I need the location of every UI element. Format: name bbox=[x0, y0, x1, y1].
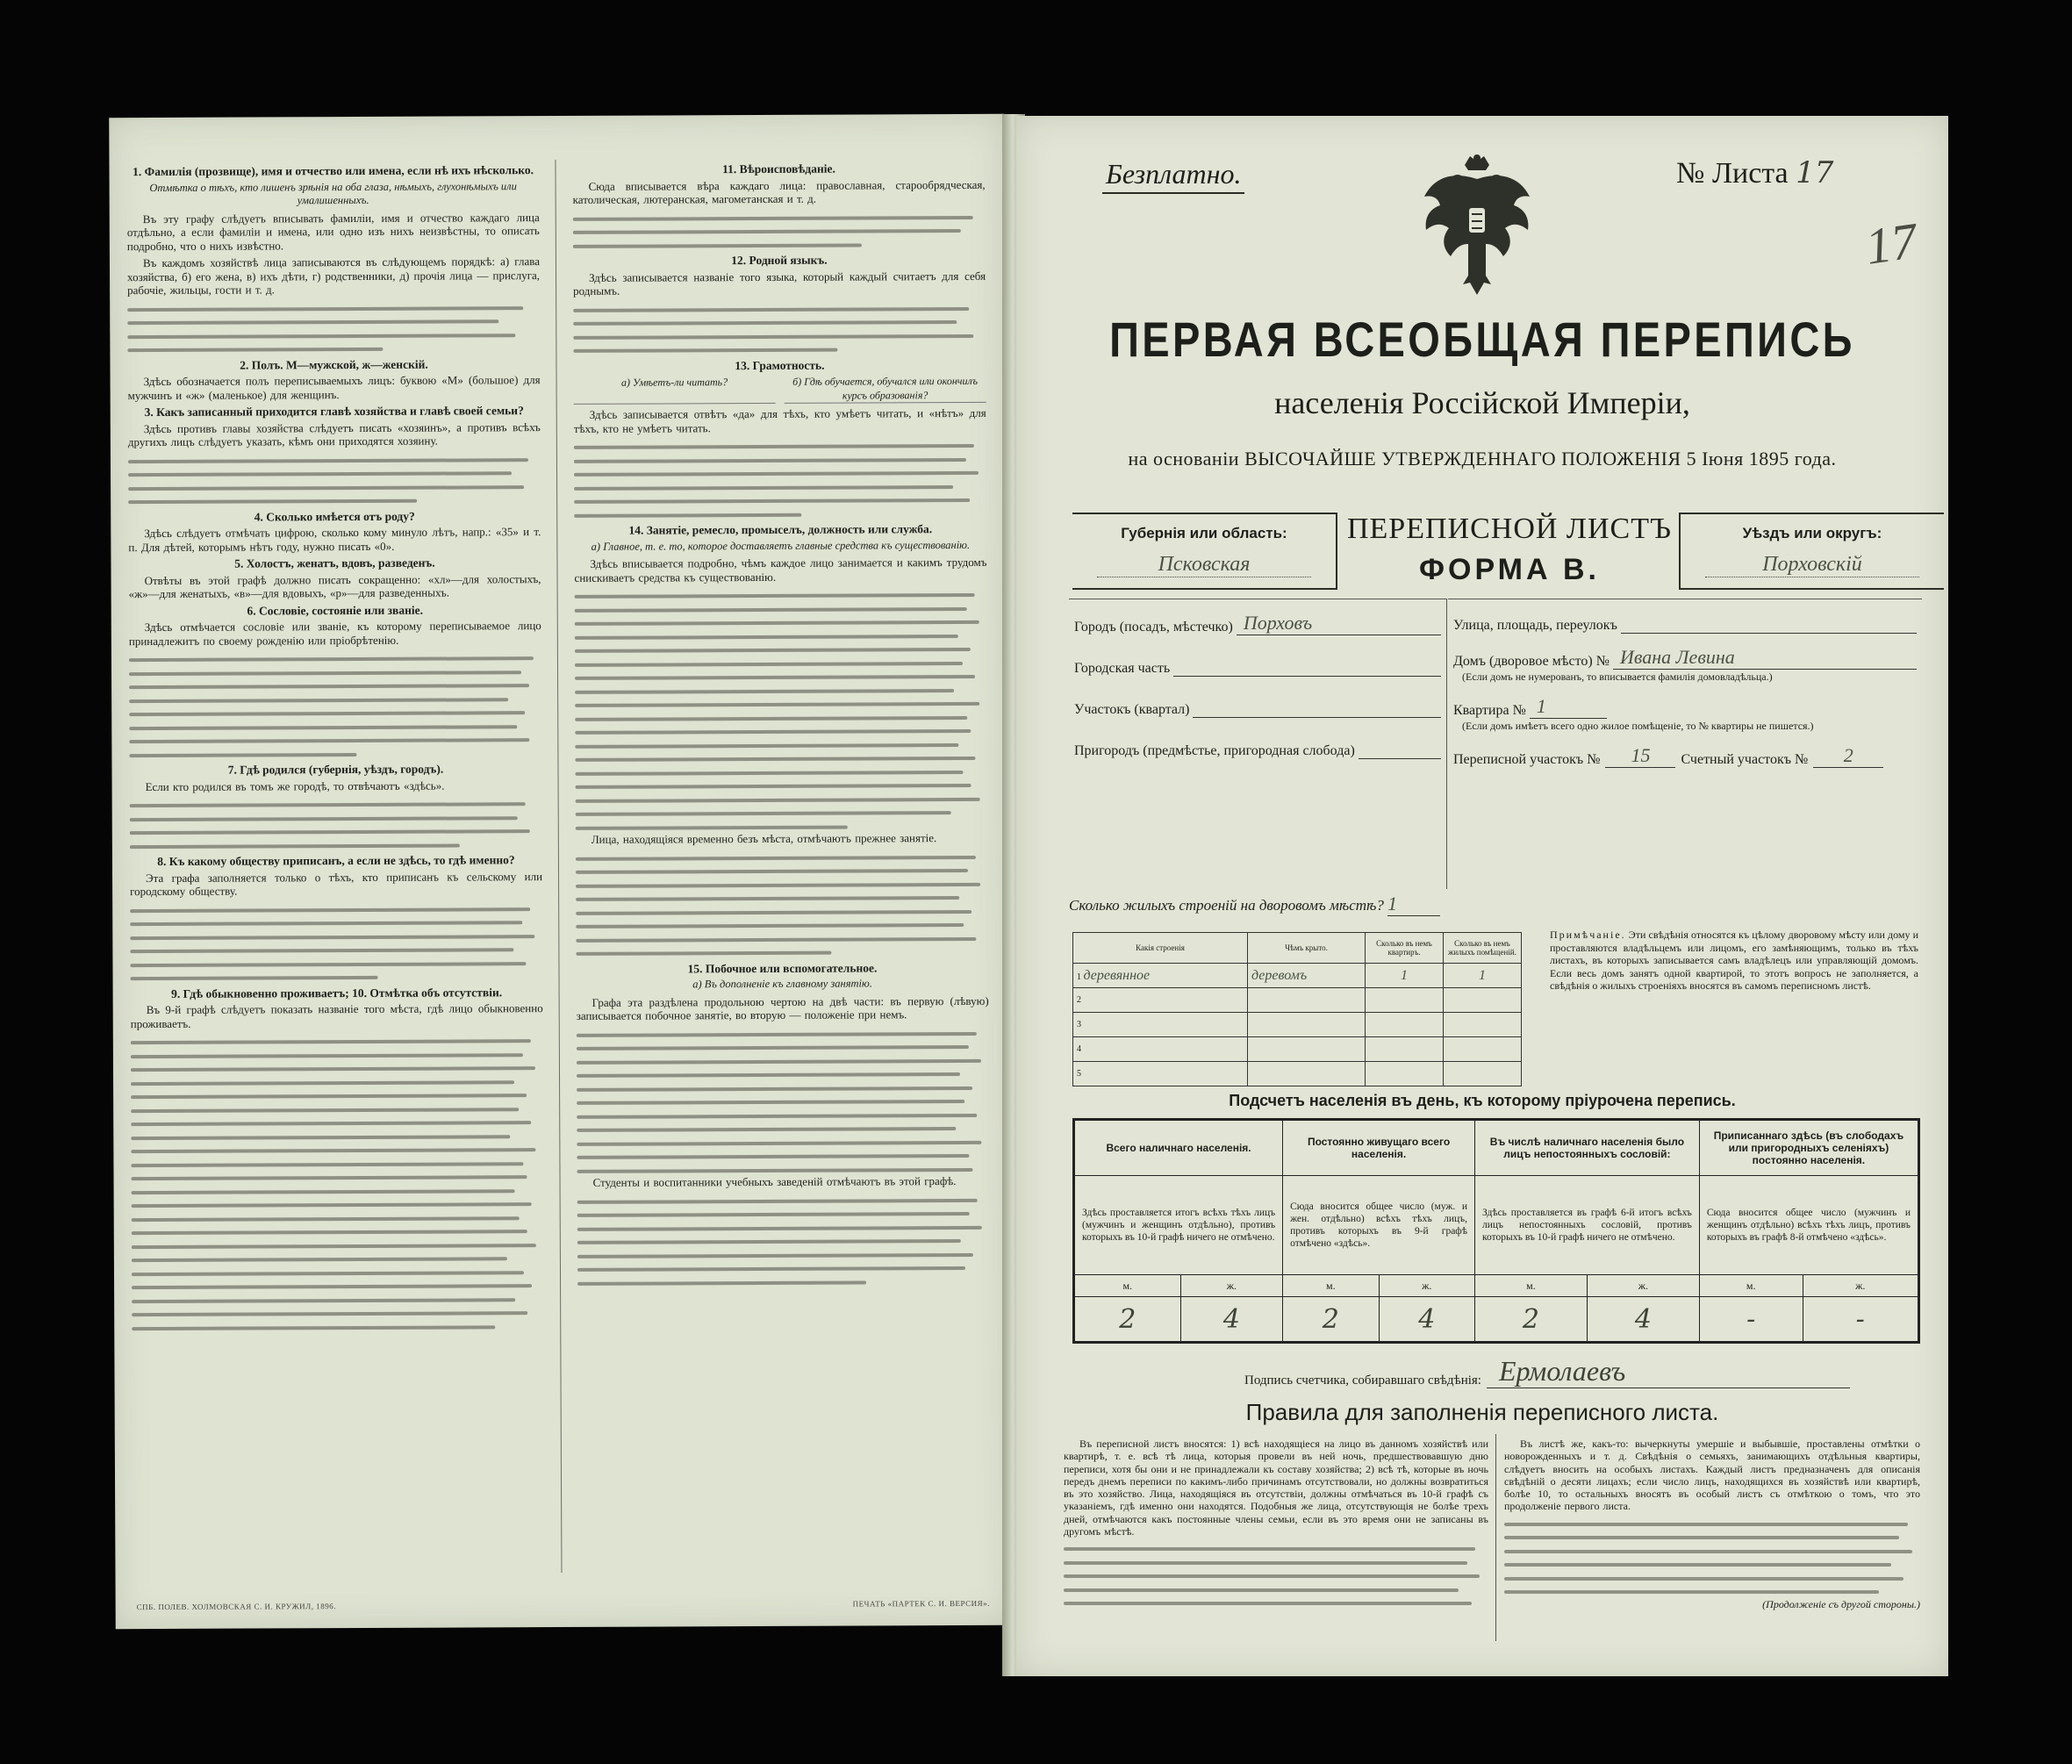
count-value[interactable]: - bbox=[1699, 1297, 1803, 1343]
illegible-line bbox=[130, 836, 542, 852]
illegible-line bbox=[129, 745, 541, 761]
illegible-line bbox=[1064, 1595, 1488, 1610]
address-block-left bbox=[1069, 599, 1447, 889]
enumerator-signature bbox=[1244, 1355, 1850, 1388]
count-desc: Здѣсь проставляется итогъ всѣхъ тѣхъ лицъ (мужчинъ и женщинъ отдѣльно), противъ которыхъ въ 10-й графѣ ничего не отмѣчено. bbox=[1074, 1176, 1283, 1275]
count-value[interactable]: 2 bbox=[1475, 1297, 1588, 1343]
signature-label: Подпись счетчика, собиравшаго свѣдѣнія: bbox=[1244, 1373, 1481, 1388]
illegible-line bbox=[1504, 1557, 1920, 1571]
female-col-label: ж. bbox=[1180, 1275, 1282, 1297]
paragraph: Въ переписной листъ вносятся: 1) всѣ находящіеся на лицо въ данномъ хозяйствѣ или квартирѣ, т. е. всѣ тѣ лица, которыя провели въ ней ночь, предшествовавшую дню переписи, хотя бы они и не принадлежали къ составу хозяйства; 2) всѣ тѣ, которые въ ночь передъ днемъ переписи по какимъ-либо причинамъ отсутствовали, но должны возвратиться въ это хозяйство. Лица, находящіяся въ отсутствіи, должны отмѣчаться въ 10-й графѣ съ указаніемъ, гдѣ именно они находятся. Подобныя же лица, отсутствующія не болѣе трехъ дней, отмѣчаются какъ постоянные члены семьи, если въ это время они не записаны въ другомъ мѣстѣ. bbox=[1064, 1438, 1488, 1538]
table-cell[interactable] bbox=[1248, 988, 1366, 1013]
paragraph: Здѣсь записывается названіе того языка, который каждый считаетъ для себя роднымъ. bbox=[573, 269, 986, 298]
district-label: Уѣздъ или округъ: bbox=[1742, 525, 1882, 541]
city-part-label: Городская часть bbox=[1074, 661, 1171, 676]
governorate-box bbox=[1072, 513, 1337, 590]
illegible-line bbox=[573, 313, 986, 329]
male-col-label: м. bbox=[1699, 1275, 1803, 1297]
rules-column-1 bbox=[1064, 1438, 1488, 1610]
street-label: Улица, площадь, переулокъ bbox=[1453, 618, 1617, 633]
female-col-label: ж. bbox=[1379, 1275, 1474, 1297]
section-subheading: а) Главное, т. е. то, которое доставляетъ главные средства къ существованію. bbox=[591, 538, 971, 553]
column-rule bbox=[1495, 1434, 1496, 1641]
illegible-line bbox=[1064, 1582, 1488, 1596]
paragraph: Въ каждомъ хозяйствѣ лица записываются въ слѣдующемъ порядкѣ: а) глава хозяйства, б) его жена, в) ихъ дѣти, г) родственники, д) прочія лица — прислуга, рабочіе, жильцы, гости и т. д. bbox=[127, 255, 541, 298]
table-cell[interactable] bbox=[1444, 988, 1522, 1013]
section-heading: 5. Холостъ, женатъ, вдовъ, разведенъ. bbox=[234, 556, 435, 570]
paragraph: Студенты и воспитанники учебныхъ заведеній отмѣчаютъ въ этой графѣ. bbox=[592, 1174, 957, 1189]
illegible-line bbox=[132, 1223, 544, 1238]
uchastok-label: Участокъ (квартал) bbox=[1074, 702, 1190, 717]
rules-title: Правила для заполненія переписного листа. bbox=[1245, 1399, 1719, 1425]
buildings-question bbox=[1069, 893, 1440, 916]
right-page bbox=[1016, 116, 1948, 1676]
illegible-line bbox=[129, 704, 541, 720]
illegible-line bbox=[1504, 1571, 1920, 1585]
illegible-line bbox=[129, 677, 541, 692]
prigorod-label: Пригородъ (предмѣстье, пригородная слобода) bbox=[1074, 743, 1355, 758]
table-cell[interactable] bbox=[1073, 1037, 1248, 1062]
illegible-line bbox=[129, 649, 541, 665]
table-row bbox=[1074, 1176, 1919, 1275]
illegible-line bbox=[131, 1059, 543, 1075]
illegible-line bbox=[575, 695, 987, 711]
buildings-table bbox=[1072, 932, 1522, 1086]
table-cell[interactable] bbox=[1073, 964, 1248, 988]
paragraph: Въ 9-й графѣ слѣдуетъ показать названіе того мѣста, гдѣ лицо обыкновенно проживаетъ. bbox=[130, 1001, 543, 1030]
note-text: Эти свѣдѣнія относятся къ цѣлому дворовому мѣсту или дому и проставляются владѣльцемъ или лицомъ, его замѣняющимъ, только въ тѣхъ листахъ, въ которыхъ записывается самъ владѣлецъ или управляющій домомъ. Если весь домъ занятъ одной квартирой, то этотъ вопросъ не заполняется, а свѣдѣнія о жилыхъ строеніяхъ вносятся въ самомъ переписномъ листѣ. bbox=[1550, 929, 1919, 992]
illegible-line bbox=[132, 1195, 544, 1211]
paragraph: Если кто родился въ томъ же городѣ, то отвѣчаютъ «здѣсь». bbox=[145, 778, 445, 793]
illegible-line bbox=[576, 862, 988, 878]
instructions-column-2 bbox=[572, 158, 990, 1288]
section-heading: 14. Занятіе, ремесло, промыселъ, должность или служба. bbox=[628, 522, 933, 537]
row-number: 1 bbox=[1077, 972, 1081, 982]
illegible-line bbox=[574, 464, 986, 480]
illegible-line bbox=[131, 1032, 543, 1048]
section-heading: 1. Фамилія (прозвище), имя и отчество или имена, если нѣ ихъ нѣсколько. bbox=[133, 163, 534, 179]
count-desc: Сюда вносится общее число (мужчинъ и женщинъ отдѣльно) всѣхъ тѣхъ лицъ, противъ которыхъ въ графѣ 8-й отмѣчено «здѣсь». bbox=[1699, 1176, 1918, 1275]
perep-field[interactable]: 15 bbox=[1605, 744, 1675, 768]
street-row bbox=[1453, 612, 1917, 634]
illegible-line bbox=[576, 889, 988, 905]
district-field[interactable]: Порховскій bbox=[1705, 553, 1919, 577]
illegible-line bbox=[575, 641, 987, 656]
table-row bbox=[1074, 1297, 1919, 1343]
illegible-line bbox=[131, 1141, 543, 1157]
printer-footer: ПЕЧАТЬ «ПАРТЕК С. И. ВЕРСИЯ». bbox=[852, 1598, 990, 1609]
illegible-line bbox=[1064, 1555, 1488, 1569]
table-cell[interactable] bbox=[1248, 1013, 1366, 1037]
column-rule bbox=[555, 160, 562, 1573]
illegible-line bbox=[128, 478, 541, 494]
city-part-field[interactable] bbox=[1173, 655, 1441, 677]
illegible-line bbox=[575, 586, 987, 602]
count-col-permanent: Постоянно живущаго всего населенія. bbox=[1283, 1120, 1475, 1176]
table-cell[interactable] bbox=[1366, 988, 1444, 1013]
illegible-line bbox=[128, 464, 541, 480]
illegible-line bbox=[575, 613, 987, 629]
handwritten-margin-number: 17 bbox=[1861, 212, 1921, 276]
row-number: 3 bbox=[1077, 1020, 1081, 1029]
illegible-line bbox=[574, 491, 986, 507]
buildings-col-kind: Какія строенія bbox=[1073, 933, 1248, 964]
double-headed-eagle-emblem-icon bbox=[1416, 153, 1538, 302]
illegible-line bbox=[1064, 1568, 1488, 1582]
section-heading: 3. Какъ записанный приходится главѣ хозяйства и главѣ своей семьи? bbox=[144, 404, 524, 419]
illegible-line bbox=[132, 1277, 544, 1293]
section-heading: 2. Полъ. М—мужской, ж—женскій. bbox=[240, 357, 428, 372]
printer-footer: СПБ. ПОЛЕВ. ХОЛМОВСКАЯ С. И. КРУЖИЛ, 1896. bbox=[136, 1602, 337, 1612]
flat-row bbox=[1453, 695, 1917, 719]
illegible-line bbox=[573, 326, 986, 342]
count-value[interactable]: - bbox=[1803, 1297, 1919, 1343]
paragraph: Эта графа заполняется только о тѣхъ, кто приписанъ къ сельскому или городскому обществу. bbox=[130, 869, 543, 899]
section-subheading: а) Въ дополненіе къ главному занятію. bbox=[692, 977, 872, 991]
illegible-line bbox=[1504, 1517, 1920, 1531]
rules-column-2 bbox=[1504, 1438, 1920, 1610]
illegible-line bbox=[1064, 1541, 1488, 1555]
building-roof[interactable]: деревомъ bbox=[1248, 964, 1366, 988]
table-cell[interactable] bbox=[1444, 1013, 1522, 1037]
illegible-line bbox=[130, 941, 542, 957]
count-desc: Сюда вносится общее число (муж. и жен. отдѣльно) всѣхъ тѣхъ лицъ, противъ которыхъ въ 9-й графѣ отмѣчено «здѣсь». bbox=[1283, 1176, 1475, 1275]
row-number: 2 bbox=[1077, 995, 1081, 1005]
section-heading: 15. Побочное или вспомогательное. bbox=[687, 960, 878, 975]
illegible-line bbox=[132, 1304, 544, 1320]
paragraph: Здѣсь вписывается подробно, чѣмъ каждое лицо занимается и какимъ трудомъ снискиваетъ средства къ существованію. bbox=[574, 555, 987, 584]
section-heading: 13. Грамотность. bbox=[735, 358, 825, 372]
buildings-col-roof: Чѣмъ крыто. bbox=[1248, 933, 1366, 964]
male-col-label: м. bbox=[1283, 1275, 1379, 1297]
illegible-line bbox=[130, 822, 542, 838]
illegible-line bbox=[575, 749, 987, 765]
illegible-line bbox=[573, 235, 986, 251]
city-part-row bbox=[1074, 655, 1441, 677]
illegible-line bbox=[132, 1318, 544, 1334]
illegible-line bbox=[574, 437, 986, 453]
perep-label: Переписной участокъ № bbox=[1453, 752, 1601, 767]
flat-field[interactable]: 1 bbox=[1530, 695, 1607, 719]
illegible-line bbox=[576, 804, 988, 820]
governorate-field[interactable]: Псковская bbox=[1097, 553, 1311, 577]
table-row bbox=[1073, 964, 1522, 988]
female-col-label: ж. bbox=[1587, 1275, 1699, 1297]
paragraph: Лица, находящіяся временно безъ мѣста, отмѣчаютъ прежнее занятіе. bbox=[591, 831, 937, 846]
buildings-note bbox=[1550, 929, 1918, 993]
flat-label: Квартира № bbox=[1453, 703, 1526, 718]
illegible-line bbox=[575, 722, 987, 738]
male-col-label: м. bbox=[1074, 1275, 1181, 1297]
table-cell[interactable] bbox=[1073, 988, 1248, 1013]
schet-field[interactable]: 2 bbox=[1813, 744, 1883, 768]
literacy-sub-a: а) Умѣетъ-ли читать? bbox=[574, 376, 776, 405]
illegible-line bbox=[128, 491, 541, 507]
count-col-nonpermanent: Въ числѣ наличнаго населенія было лицъ непостоянныхъ сословій: bbox=[1475, 1120, 1700, 1176]
male-col-label: м. bbox=[1475, 1275, 1588, 1297]
illegible-line bbox=[131, 1114, 543, 1129]
table-cell[interactable] bbox=[1248, 1037, 1366, 1062]
table-row bbox=[1073, 1037, 1522, 1062]
flat-note: (Если домъ имѣетъ всего одно жилое помѣщеніе, то № квартиры не пишется.) bbox=[1462, 720, 1814, 732]
illegible-line bbox=[1504, 1530, 1920, 1544]
left-page bbox=[109, 114, 1011, 1629]
buildings-field[interactable]: 1 bbox=[1387, 893, 1440, 916]
count-col-registered: Приписаннаго здѣсь (въ слободахъ или пригородныхъ селеніяхъ) постоянно населенія. bbox=[1699, 1120, 1918, 1176]
street-field[interactable] bbox=[1621, 612, 1917, 634]
paragraph: Здѣсь слѣдуетъ отмѣчать цифрою, сколько кому минуло лѣтъ, напр.: «35» и т. п. Для дѣтей, которымъ нѣтъ году, нужно писать «0». bbox=[128, 525, 541, 554]
section-heading: 9. Гдѣ обыкновенно проживаетъ; 10. Отмѣтка объ отсутствіи. bbox=[171, 985, 503, 1000]
table-row bbox=[1073, 988, 1522, 1013]
instructions-column-1 bbox=[126, 160, 544, 1333]
count-value[interactable]: 2 bbox=[1283, 1297, 1379, 1343]
free-label: Безплатно. bbox=[1102, 158, 1244, 194]
table-cell[interactable] bbox=[1444, 1037, 1522, 1062]
table-cell[interactable] bbox=[1366, 1062, 1444, 1086]
prigorod-field[interactable] bbox=[1359, 737, 1441, 759]
illegible-line bbox=[573, 341, 986, 356]
count-desc: Здѣсь проставляется въ графѣ 6-й итогъ всѣхъ лицъ непостоянныхъ сословій, противъ которыхъ въ 10-й графѣ ничего не отмѣчено. bbox=[1475, 1176, 1700, 1275]
illegible-line bbox=[127, 326, 540, 342]
governorate-label: Губернія или область: bbox=[1121, 525, 1287, 541]
paragraph: Здѣсь обозначается полъ переписываемыхъ лицъ: буквою «М» (большое) для мужчинъ и «ж» (маленькое) для женщинъ. bbox=[127, 373, 541, 402]
section-heading: 12. Родной языкъ. bbox=[731, 253, 828, 268]
population-count-table bbox=[1072, 1118, 1920, 1344]
district-box bbox=[1679, 513, 1944, 590]
buildings-col-flats: Сколько въ немъ квартиръ. bbox=[1366, 933, 1444, 964]
sheet-number-label: № Листа bbox=[1676, 157, 1789, 190]
buildings-label: Сколько жилыхъ строеній на дворовомъ мѣстѣ? bbox=[1069, 897, 1384, 914]
city-field[interactable]: Порховъ bbox=[1237, 612, 1441, 635]
illegible-line bbox=[1504, 1544, 1920, 1558]
paragraph: Здѣсь противъ главы хозяйства слѣдуетъ писать «хозяинъ», а противъ всѣхъ другихъ лицъ слѣдуетъ указать, кѣмъ они приходятся хозяину. bbox=[127, 419, 541, 449]
count-value[interactable]: 4 bbox=[1180, 1297, 1282, 1343]
illegible-line bbox=[577, 1093, 989, 1108]
uchastok-field[interactable] bbox=[1193, 696, 1441, 718]
table-cell[interactable] bbox=[1073, 1013, 1248, 1037]
illegible-line bbox=[576, 916, 988, 932]
house-note: (Если домъ не нумерованъ, то вписывается фамилія домовладѣльца.) bbox=[1462, 670, 1773, 683]
sheet-number-value: 17 bbox=[1796, 155, 1834, 190]
note-label: Примѣчаніе. bbox=[1550, 929, 1626, 941]
illegible-line bbox=[577, 1259, 990, 1275]
table-row bbox=[1073, 1013, 1522, 1037]
section-heading: 4. Сколько имѣется отъ роду? bbox=[254, 509, 415, 524]
illegible-line bbox=[577, 1273, 990, 1288]
section-heading: 6. Сословіе, состояніе или званіе. bbox=[247, 603, 423, 618]
literacy-sub-b: б) Гдѣ обучается, обучался или окончилъ курсъ образованія? bbox=[785, 375, 986, 404]
paragraph: Графа эта раздѣлена продольною чертою на двѣ части: въ первую (лѣвую) записывается побочное занятіе, во вторую — положеніе при немъ. bbox=[576, 993, 989, 1022]
table-cell[interactable] bbox=[1366, 1037, 1444, 1062]
schet-label: Счетный участокъ № bbox=[1681, 752, 1809, 767]
census-subtitle: населенія Россійской Имперіи, bbox=[1274, 385, 1690, 420]
illegible-line bbox=[127, 312, 540, 328]
illegible-line bbox=[130, 968, 542, 984]
count-value[interactable]: 2 bbox=[1074, 1297, 1181, 1343]
illegible-line bbox=[132, 1250, 544, 1266]
literacy-subheadings bbox=[574, 375, 986, 405]
census-decree-line: на основаніи ВЫСОЧАЙШЕ УТВЕРЖДЕННАГО ПОЛОЖЕНІЯ 5 Іюня 1895 года. bbox=[1128, 448, 1837, 470]
row-number: 5 bbox=[1077, 1069, 1081, 1079]
illegible-line bbox=[576, 943, 988, 959]
illegible-line bbox=[577, 1205, 990, 1221]
census-district-row bbox=[1453, 744, 1917, 768]
signature-field[interactable]: Ермолаевъ bbox=[1487, 1355, 1850, 1388]
illegible-line bbox=[577, 1065, 989, 1081]
population-count-title: Подсчетъ населенія въ день, къ которому пріурочена перепись. bbox=[1229, 1092, 1736, 1109]
illegible-line bbox=[577, 1120, 989, 1136]
illegible-line bbox=[131, 1168, 543, 1184]
census-title: ПЕРВАЯ ВСЕОБЩАЯ ПЕРЕПИСЬ bbox=[1109, 312, 1855, 367]
section-heading: 8. Къ какому обществу приписанъ, а если не здѣсь, то гдѣ именно? bbox=[157, 853, 515, 869]
city-label: Городъ (посадъ, мѣстечко) bbox=[1074, 620, 1233, 635]
illegible-line bbox=[575, 668, 987, 684]
count-col-present: Всего наличнаго населенія. bbox=[1074, 1120, 1283, 1176]
illegible-line bbox=[129, 731, 541, 747]
illegible-line bbox=[577, 1232, 990, 1248]
building-rooms[interactable]: 1 bbox=[1444, 964, 1522, 988]
continued-note: (Продолженіе съ другой стороны.) bbox=[1762, 1597, 1920, 1610]
section-heading: 7. Гдѣ родился (губернія, уѣздъ, городъ). bbox=[227, 762, 444, 777]
table-row bbox=[1074, 1275, 1919, 1297]
form-label: ФОРМА В. bbox=[1418, 553, 1601, 586]
paragraph: Отвѣты въ этой графѣ должно писать сокращенно: «хл»—для холостыхъ, «ж»—для женатыхъ, «в»—для вдовыхъ, «р»—для разведенныхъ. bbox=[128, 571, 541, 601]
illegible-line bbox=[130, 955, 542, 971]
illegible-line bbox=[576, 777, 988, 792]
paragraph: Въ листѣ же, какъ-то: вычеркнуты умершіе и выбывшіе, проставлены отмѣтки о новорожденныхъ и т. д. Свѣдѣнія о семьяхъ, занимающихъ отдѣльныя квартиры, слѣдуетъ вносить на особыхъ листахъ. Каждый листъ предназначенъ для описанія свѣдѣній о десяти лицахъ; если число лицъ, находящихся въ хозяйствѣ или квартирѣ, болѣе 10, то остальныхъ вносятъ въ особый листъ съ отмѣткою о томъ, что это продолженіе первого листа. bbox=[1504, 1438, 1920, 1513]
paragraph: Здѣсь записывается отвѣтъ «да» для тѣхъ, кто умѣетъ читать, и «нѣтъ» для тѣхъ, кто не умѣетъ читать. bbox=[573, 405, 986, 435]
paragraph: Сюда вписывается вѣра каждаго лица: православная, старообрядческая, католическая, лютеранская, магометанская и т. д. bbox=[572, 177, 986, 206]
building-kind: деревянное bbox=[1083, 967, 1151, 983]
illegible-line bbox=[131, 1086, 543, 1102]
illegible-line bbox=[577, 1147, 989, 1163]
paragraph: Въ эту графу слѣдуетъ вписывать фамиліи, имя и отчество каждаго лица отдѣльно, а если фамиліи и имена, или одно изъ нихъ неизвѣстны, то описать подробно, что о нихъ извѣстно. bbox=[126, 210, 540, 253]
buildings-col-rooms: Сколько въ немъ жилыхъ помѣщеній. bbox=[1444, 933, 1522, 964]
illegible-line bbox=[573, 222, 986, 238]
illegible-line bbox=[130, 795, 542, 811]
building-flats[interactable]: 1 bbox=[1366, 964, 1444, 988]
table-cell[interactable] bbox=[1073, 1062, 1248, 1086]
address-block-right bbox=[1448, 599, 1922, 889]
paragraph: Здѣсь отмѣчается сословіе или званіе, къ которому переписываемое лицо принадлежитъ по своему рожденію или пріобрѣтенію. bbox=[128, 619, 541, 648]
table-cell[interactable] bbox=[1248, 1062, 1366, 1086]
house-field[interactable]: Ивана Левина bbox=[1613, 646, 1917, 670]
count-value[interactable]: 4 bbox=[1379, 1297, 1474, 1343]
uchastok-row bbox=[1074, 696, 1441, 718]
illegible-line bbox=[127, 340, 540, 355]
prigorod-row bbox=[1074, 737, 1441, 759]
illegible-line bbox=[577, 1038, 989, 1054]
sheet-number bbox=[1676, 155, 1833, 190]
illegible-line bbox=[1504, 1584, 1920, 1598]
section-heading: 11. Вѣроисповѣданіе. bbox=[722, 161, 835, 176]
house-label: Домъ (дворовое мѣсто) № bbox=[1453, 654, 1610, 669]
sheet-title: ПЕРЕПИСНОЙ ЛИСТЪ bbox=[1346, 513, 1672, 545]
illegible-line bbox=[576, 929, 988, 945]
illegible-line bbox=[130, 914, 542, 929]
section-subheading: Отмѣтка о тѣхъ, кто лишенъ зрѣнія на оба глаза, нѣмыхъ, глухонѣмыхъ или умалишенныхъ. bbox=[149, 179, 517, 207]
house-row bbox=[1453, 646, 1917, 670]
table-cell[interactable] bbox=[1366, 1013, 1444, 1037]
count-value[interactable]: 4 bbox=[1587, 1297, 1699, 1343]
city-row bbox=[1074, 612, 1441, 635]
table-cell[interactable] bbox=[1444, 1062, 1522, 1086]
illegible-line bbox=[574, 505, 986, 520]
row-number: 4 bbox=[1077, 1044, 1081, 1054]
female-col-label: ж. bbox=[1803, 1275, 1919, 1297]
table-row bbox=[1073, 1062, 1522, 1086]
